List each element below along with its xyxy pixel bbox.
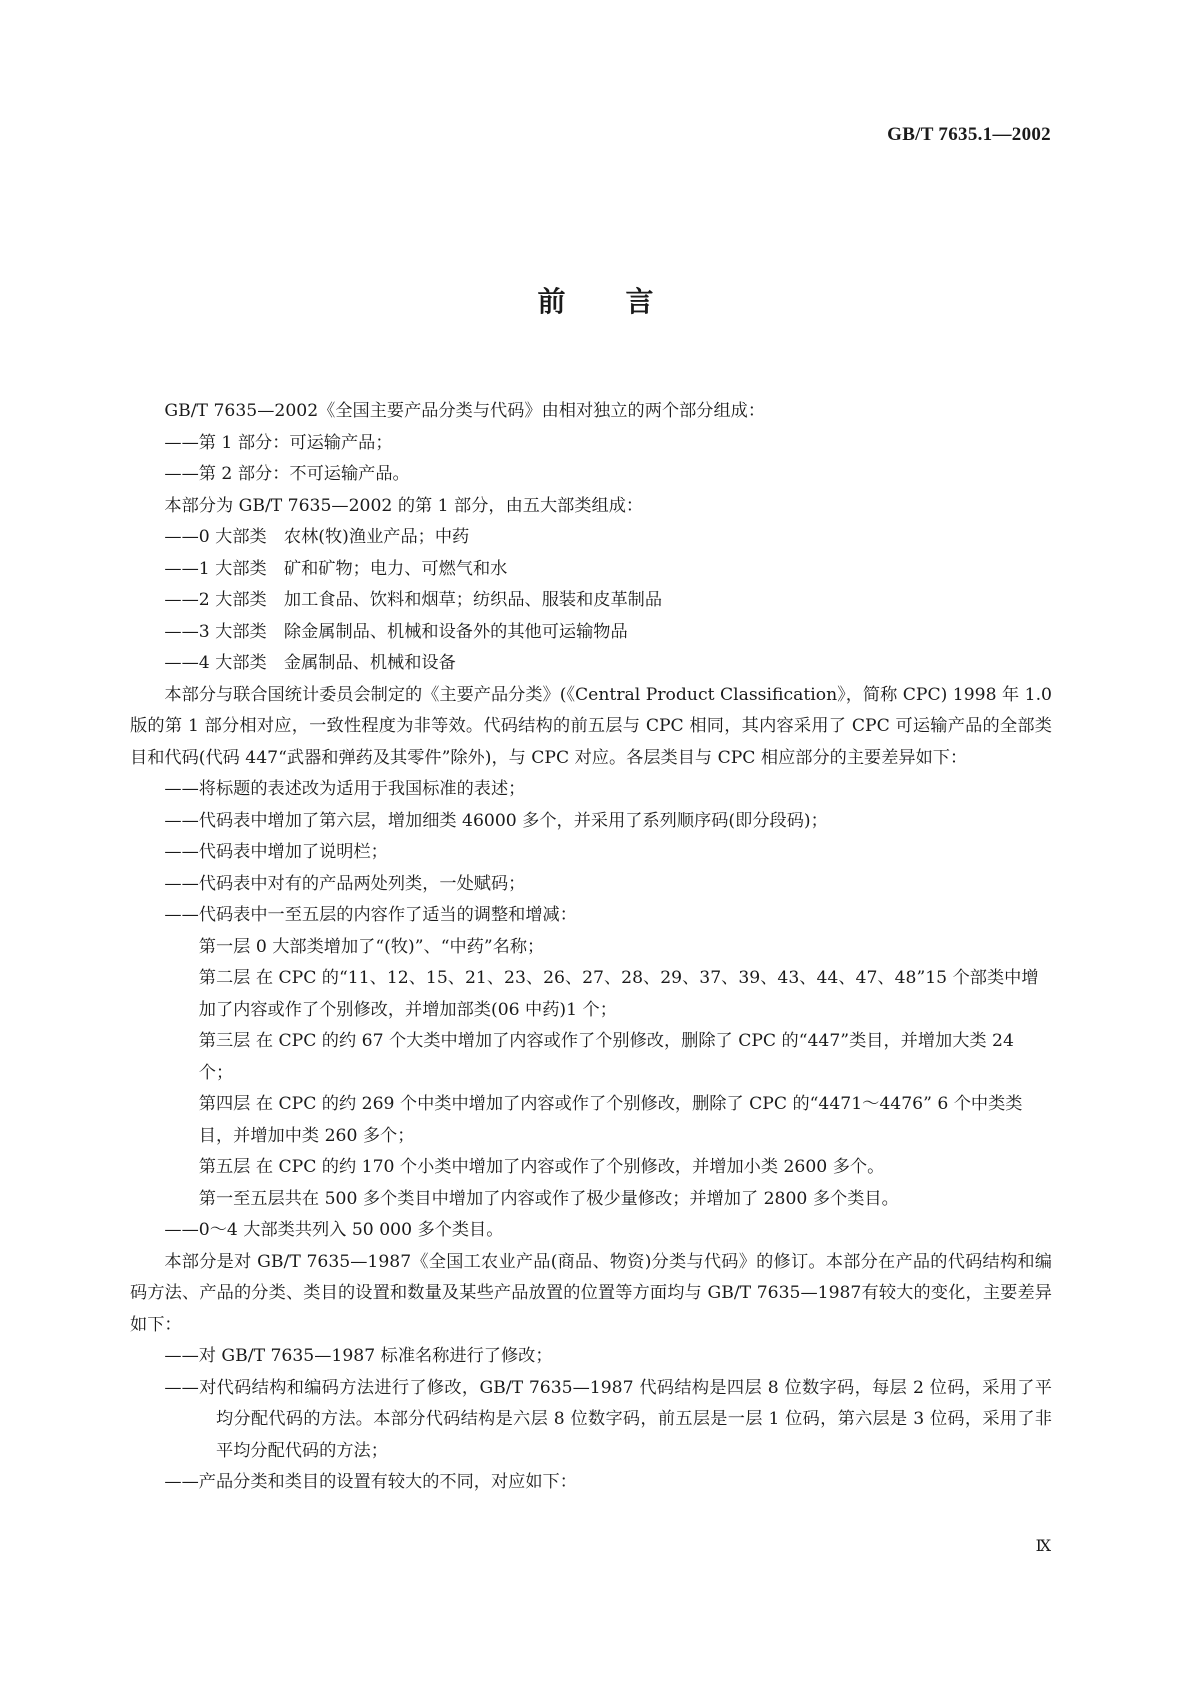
paragraph-intro: GB/T 7635—2002《全国主要产品分类与代码》由相对独立的两个部分组成： [164, 401, 766, 421]
layer-item: 第一层 0 大部类增加了“(牧)”、“中药”名称； [198, 936, 545, 957]
list-item: ——代码表中一至五层的内容作了适当的调整和增减： [164, 905, 577, 925]
paragraph-composition: 本部分为 GB/T 7635—2002 的第 1 部分，由五大部类组成： [164, 495, 644, 516]
layer-item: 第五层 在 CPC 的约 170 个小类中增加了内容或作了个别修改，并增加小类 2600 多个。 [198, 1157, 885, 1177]
page-number: Ⅸ [1035, 1538, 1051, 1555]
list-item: ——对 GB/T 7635—1987 标准名称进行了修改； [164, 1346, 553, 1366]
list-item: ——代码表中增加了第六层，增加细类 46000 多个，并采用了系列顺序码(即分段码)； [164, 810, 828, 831]
layer-item: 第二层 在 CPC 的“11、12、15、21、23、26、27、28、29、37、39、43、44、47、48”15 个部类中增加了内容或作了个别修改，并增加部类(06 中药)1 个； [198, 968, 1039, 1020]
list-item: ——2 大部类 加工食品、饮料和烟草；纺织品、服装和皮革制品 [164, 590, 663, 610]
list-item: ——0～4 大部类共列入 50 000 多个类目。 [164, 1220, 504, 1240]
list-item: ——代码表中增加了说明栏； [164, 842, 388, 862]
list-item: ——产品分类和类目的设置有较大的不同，对应如下： [164, 1472, 577, 1492]
paragraph-cpc: 本部分与联合国统计委员会制定的《主要产品分类》(《Central Product Classification》，简称 CPC) 1998 年 1.0 版的第 1 部分相对应，一致性程度为非等效。代码结构的前五层与 CPC 相同，其内容采用了 CPC 可运输产品的全部类目和代码(代码 447“武器和弹药及其零件”除外)，与 CPC 对应。各层类目与 CPC 相应部分的主要差异如下： [130, 684, 1052, 768]
standard-code: GB/T 7635.1—2002 [887, 124, 1051, 145]
layer-item: 第四层 在 CPC 的约 269 个中类中增加了内容或作了个别修改，删除了 CPC 的“4471～4476” 6 个中类类目，并增加中类 260 多个； [198, 1094, 1023, 1146]
list-item: ——1 大部类 矿和矿物；电力、可燃气和水 [164, 558, 508, 579]
list-item: ——对代码结构和编码方法进行了修改，GB/T 7635—1987 代码结构是四层 8 位数字码，每层 2 位码，采用了平均分配代码的方法。本部分代码结构是六层 8 位数字码，前五层是一层 1 位码，第六层是 3 位码，采用了非平均分配代码的方法； [164, 1377, 1052, 1461]
list-item: ——4 大部类 金属制品、机械和设备 [164, 653, 456, 673]
list-item: ——代码表中对有的产品两处列类，一处赋码； [164, 873, 526, 894]
list-item: ——将标题的表述改为适用于我国标准的表述； [164, 779, 526, 799]
list-item: ——第 1 部分：可运输产品； [164, 432, 393, 453]
list-item: ——3 大部类 除金属制品、机械和设备外的其他可运输物品 [164, 621, 628, 642]
list-item: ——第 2 部分：不可运输产品。 [164, 464, 410, 484]
page-title: 前言 [537, 285, 714, 318]
layer-item: 第一至五层共在 500 多个类目中增加了内容或作了极少量修改；并增加了 2800 多个类目。 [198, 1188, 899, 1209]
layer-item: 第三层 在 CPC 的约 67 个大类中增加了内容或作了个别修改，删除了 CPC 的“447”类目，并增加大类 24 个； [198, 1031, 1014, 1083]
document-body [130, 396, 1052, 1499]
list-item: ——0 大部类 农林(牧)渔业产品；中药 [164, 527, 470, 547]
paragraph-revision: 本部分是对 GB/T 7635—1987《全国工农业产品(商品、物资)分类与代码》的修订。本部分在产品的代码结构和编码方法、产品的分类、类目的设置和数量及某些产品放置的位置等方面均与 GB/T 7635—1987有较大的变化，主要差异如下： [130, 1251, 1052, 1335]
